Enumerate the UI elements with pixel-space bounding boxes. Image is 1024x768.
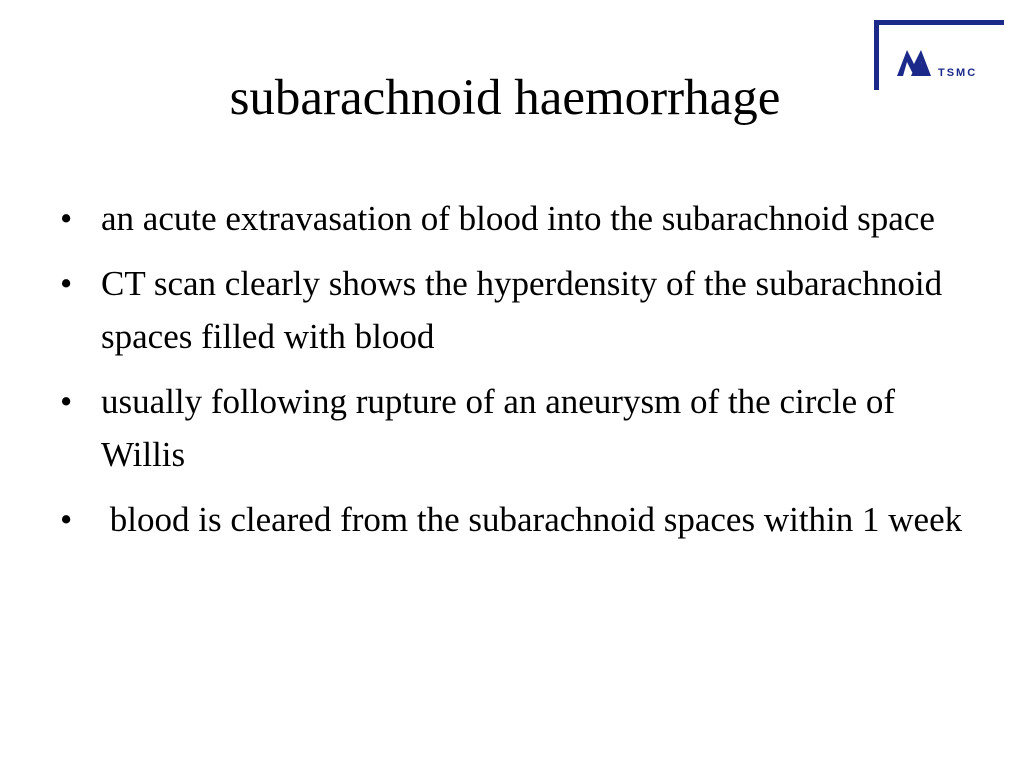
bullet-text: an acute extravasation of blood into the subarachnoid space (101, 199, 935, 238)
bullet-item (60, 375, 980, 481)
bullet-icon: • (60, 199, 73, 238)
bullet-item (60, 192, 980, 245)
bullet-text: CT scan clearly shows the hyperdensity of the subarachnoid spaces filled with blood (101, 264, 943, 356)
slide-title: subarachnoid haemorrhage (229, 70, 781, 126)
bullet-text: usually following rupture of an aneurysm of the circle of Willis (101, 382, 896, 474)
bullet-item (60, 493, 980, 546)
bullet-icon: • (60, 382, 73, 421)
bullet-item (60, 257, 980, 363)
bullet-icon: • (60, 500, 73, 539)
bullet-icon: • (60, 264, 73, 303)
logo-text: TSMC (938, 67, 978, 79)
bullet-list (60, 192, 980, 558)
bullet-text: blood is cleared from the subarachnoid spaces within 1 week (101, 500, 963, 539)
